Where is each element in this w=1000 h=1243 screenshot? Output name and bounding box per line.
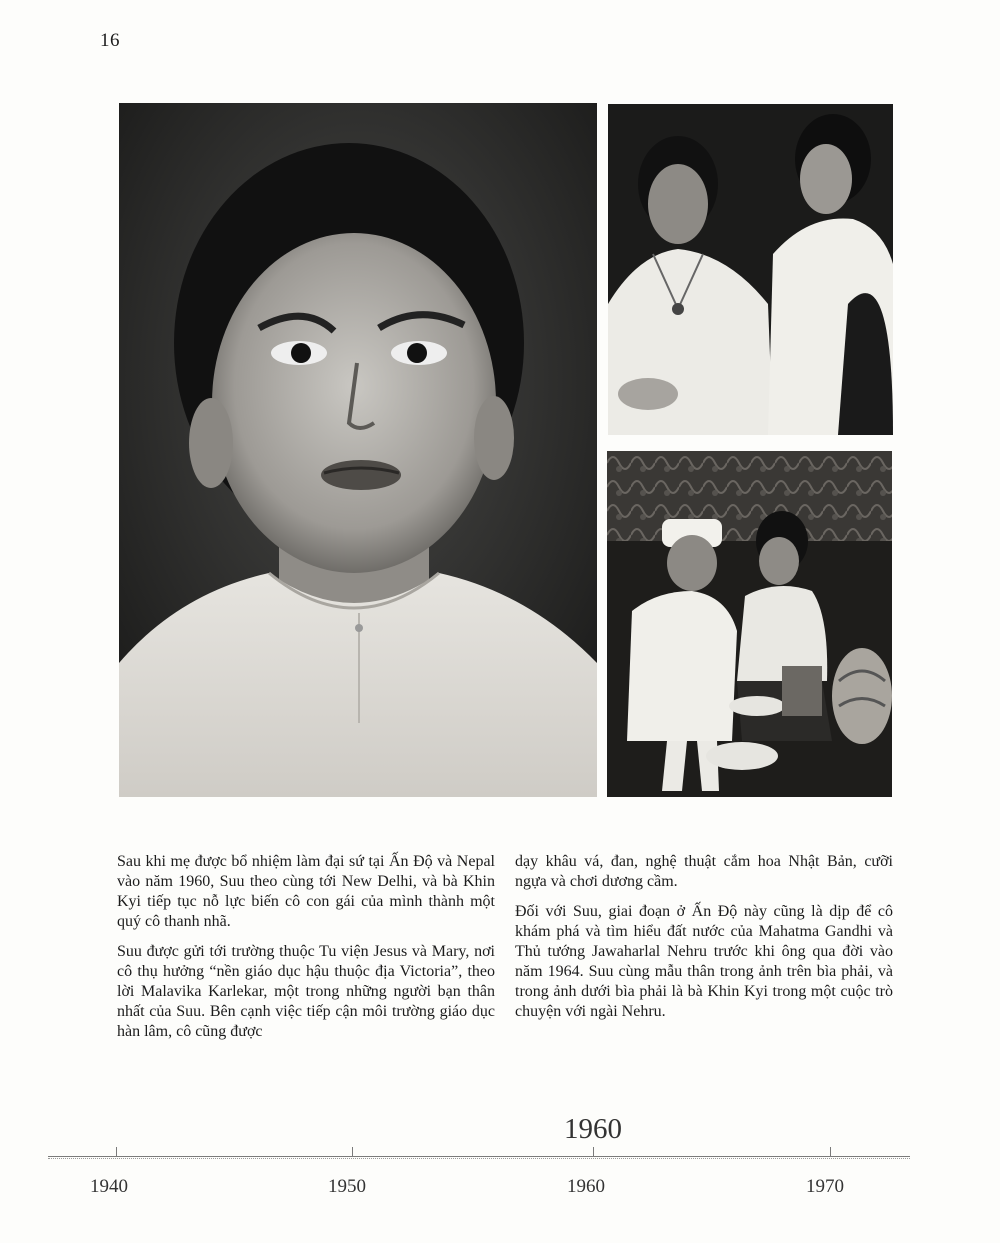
nehru-conversation-photo (607, 451, 892, 797)
timeline-year-1970: 1970 (806, 1176, 844, 1197)
timeline-year-1940: 1940 (90, 1176, 128, 1197)
timeline-tick (593, 1147, 594, 1157)
text-column-left (117, 852, 495, 1052)
paragraph: dạy khâu vá, đan, nghệ thuật cắm hoa Nhật Bản, cưỡi ngựa và chơi dương cầm. (515, 853, 893, 890)
portrait-photo (119, 103, 597, 797)
timeline-tick (830, 1147, 831, 1157)
page-number: 16 (100, 30, 120, 51)
timeline-year-1950: 1950 (328, 1176, 366, 1197)
timeline-highlight-year: 1960 (564, 1113, 622, 1145)
text-column-right (515, 852, 893, 1032)
paragraph: Đối với Suu, giai đoạn ở Ấn Độ này cũng là dịp để cô khám phá và tìm hiểu đất nước của Mahatma Gandhi và Thủ tướng Jawaharlal Nehru trước khi ông qua đời vào năm 1964. Suu cùng mẫu thân trong ảnh trên bìa phải, và trong ảnh dưới bìa phải là bà Khin Kyi trong một cuộc trò chuyện với ngài Nehru. (515, 903, 893, 1020)
paragraph: Suu được gửi tới trường thuộc Tu viện Jesus và Mary, nơi cô thụ hưởng “nền giáo dục hậu thuộc địa Victoria”, theo lời Malavika Karlekar, một trong những người bạn thân nhất của Suu. Bên cạnh việc tiếp cận môi trường giáo dục hàn lâm, cô cũng được (117, 943, 495, 1040)
timeline-tick (352, 1147, 353, 1157)
timeline-axis (48, 1156, 910, 1157)
timeline-tick (116, 1147, 117, 1157)
timeline-year-1960: 1960 (567, 1176, 605, 1197)
two-women-photo (608, 104, 893, 435)
paragraph: Sau khi mẹ được bổ nhiệm làm đại sứ tại Ấn Độ và Nepal vào năm 1960, Suu theo cùng tới New Delhi, và bà Khin Kyi tiếp tục nỗ lực biến cô con gái của mình thành một quý cô thanh nhã. (117, 853, 495, 930)
